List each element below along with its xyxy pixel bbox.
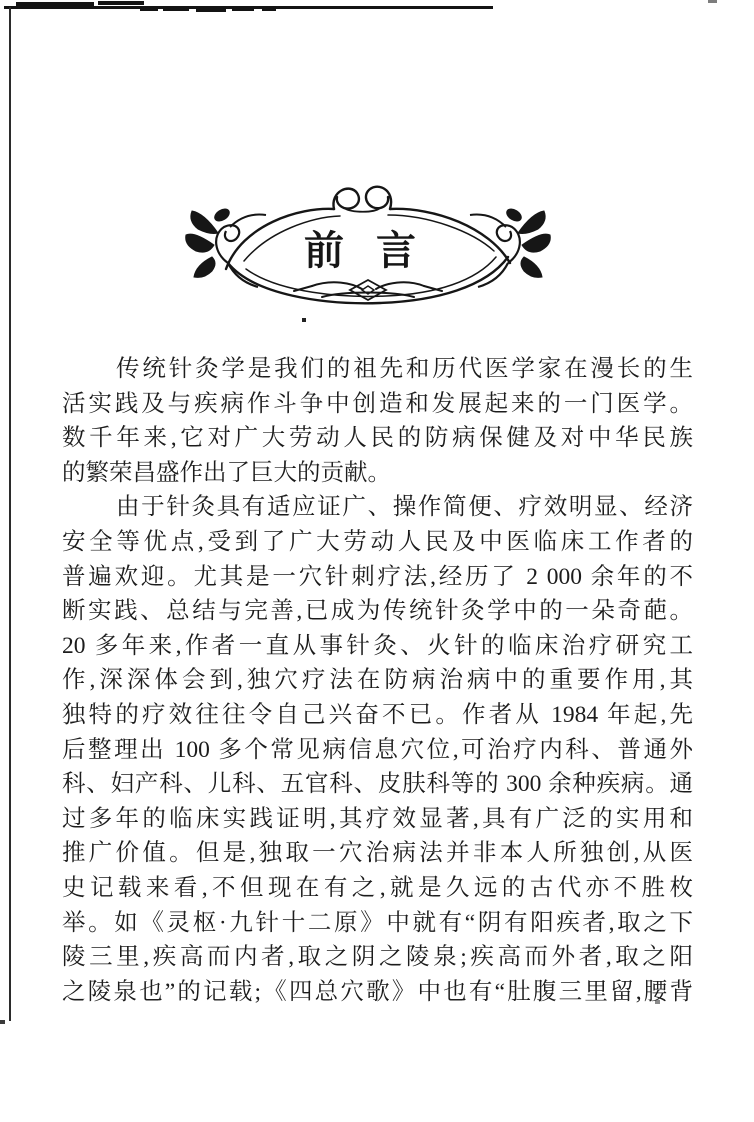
scan-artifact-top-dash: [232, 8, 254, 11]
preface-line: 传统针灸学是我们的祖先和历代医学家在漫长的生: [116, 356, 693, 382]
preface-line: 之陵泉也”的记载;《四总穴歌》中也有“肚腹三里留,腰背: [62, 978, 693, 1005]
scan-artifact-top-dash: [163, 8, 189, 11]
scan-artifact-speck: [708, 0, 717, 3]
preface-line: 数千年来,它对广大劳动人民的防病保健及对中华民族: [62, 425, 693, 452]
preface-title-char-1: 前: [304, 228, 344, 273]
scan-artifact-top-dash: [196, 8, 226, 12]
scan-artifact-speck: [302, 318, 306, 322]
scan-artifact-top-patch: [98, 1, 144, 5]
preface-line: 活实践及与疾病作斗争中创造和发展起来的一门医学。: [62, 390, 693, 417]
preface-line: 断实践、总结与完善,已成为传统针灸学中的一朵奇葩。: [62, 598, 693, 625]
preface-line: 过多年的临床实践证明,其疗效显著,具有广泛的实用和: [62, 805, 693, 832]
preface-line: 由于针灸具有适应证广、操作简便、疗效明显、经济: [116, 494, 693, 521]
preface-line: 的繁荣昌盛作出了巨大的贡献。: [62, 459, 391, 486]
scan-artifact-top-dash: [140, 8, 158, 11]
scan-artifact-left-line: [9, 7, 11, 1021]
preface-line: 独特的疗效往往令自己兴奋不已。作者从 1984 年起,先: [62, 701, 693, 728]
scan-artifact-speck: [0, 1020, 5, 1024]
vine-cartouche: [226, 187, 510, 304]
preface-line: 科、妇产科、儿科、五官科、皮肤科等的 300 余种疾病。通: [62, 771, 693, 798]
scan-artifact-top-dash: [262, 8, 276, 11]
preface-line: 史记载来看,不但现在有之,就是久远的古代亦不胜枚: [62, 874, 693, 901]
preface-line: 推广价值。但是,独取一穴治病法并非本人所独创,从医: [62, 840, 693, 867]
preface-line: 作,深深体会到,独穴疗法在防病治病中的重要作用,其: [62, 667, 693, 694]
preface-line: 安全等优点,受到了广大劳动人民及中医临床工作者的: [62, 528, 693, 555]
preface-line: 举。如《灵枢·九针十二原》中就有“阴有阳疾者,取之下: [62, 909, 693, 936]
preface-line: 普遍欢迎。尤其是一穴针刺疗法,经历了 2 000 余年的不: [62, 563, 693, 590]
preface-line: 陵三里,疾高而内者,取之阴之陵泉;疾高而外者,取之阳: [62, 944, 693, 971]
preface-line: 20 多年来,作者一直从事针灸、火针的临床治疗研究工: [62, 632, 693, 659]
preface-line: 后整理出 100 多个常见病信息穴位,可治疗内科、普通外: [62, 736, 693, 763]
preface-body: [62, 352, 693, 1009]
preface-title-char-2: 言: [376, 228, 416, 273]
scan-artifact-top-patch: [16, 2, 94, 8]
preface-ornament: [184, 183, 552, 315]
